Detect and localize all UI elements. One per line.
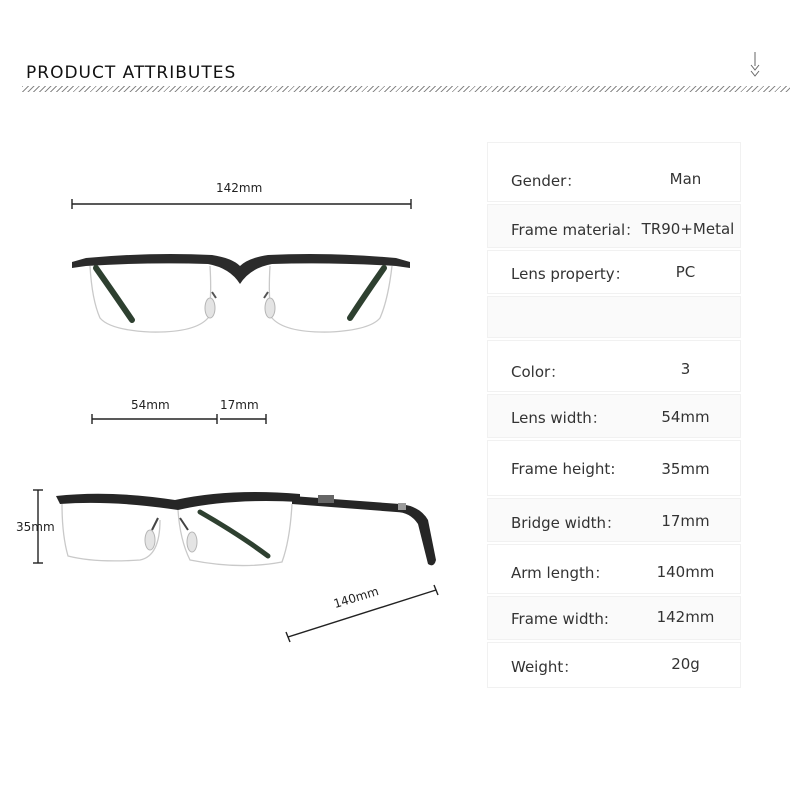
attribute-row-frame-width (487, 596, 741, 640)
attribute-row-color (487, 340, 741, 392)
attribute-row-frame-height (487, 440, 741, 496)
attribute-label: Frame material： (511, 221, 641, 239)
attribute-label: Gender： (511, 172, 582, 190)
page-title: PRODUCT ATTRIBUTES (26, 63, 237, 83)
attribute-value: Man (669, 170, 702, 188)
attribute-value: 17mm (661, 512, 710, 530)
frame-width-dimension-line (72, 199, 411, 209)
attribute-label: Lens width： (511, 409, 607, 427)
lens-width-dimension-line (92, 414, 217, 424)
attribute-value: 142mm (656, 608, 715, 626)
attribute-value: 140mm (656, 563, 715, 581)
attribute-row-lens-property (487, 250, 741, 294)
attribute-label: Frame height: (511, 460, 616, 478)
attribute-row-frame-material (487, 204, 741, 248)
attribute-label: Bridge width： (511, 514, 622, 532)
attribute-label: Weight： (511, 658, 579, 676)
front-frame (72, 254, 410, 332)
attribute-row-spacer (487, 296, 741, 338)
attribute-row-lens-width (487, 394, 741, 438)
bridge-width-dimension-line (220, 414, 266, 424)
attribute-value: TR90+Metal (641, 220, 735, 238)
attribute-label: Lens property： (511, 265, 630, 283)
attribute-label: Color： (511, 363, 566, 381)
frame-width-dimension-label: 142mm (216, 181, 263, 195)
attribute-row-weight (487, 642, 741, 688)
glasses-angled-view (33, 490, 438, 642)
lens-width-dimension-label: 54mm (131, 398, 170, 412)
attribute-label: Arm length： (511, 564, 610, 582)
attribute-row-arm-length (487, 544, 741, 594)
frame-height-dimension-label: 35mm (16, 520, 55, 534)
double-chevron-down-icon (746, 52, 764, 82)
attribute-value: PC (675, 263, 696, 281)
attribute-row-gender (487, 142, 741, 202)
attribute-row-bridge-width (487, 498, 741, 542)
bridge-width-dimension-label: 17mm (220, 398, 259, 412)
arm-length-dimension-label: 140mm (331, 584, 381, 611)
attribute-value: 35mm (661, 460, 710, 478)
attribute-value: 20g (671, 655, 700, 673)
attribute-label: Frame width: (511, 610, 609, 628)
attribute-value: 3 (680, 360, 691, 378)
attribute-value: 54mm (661, 408, 710, 426)
